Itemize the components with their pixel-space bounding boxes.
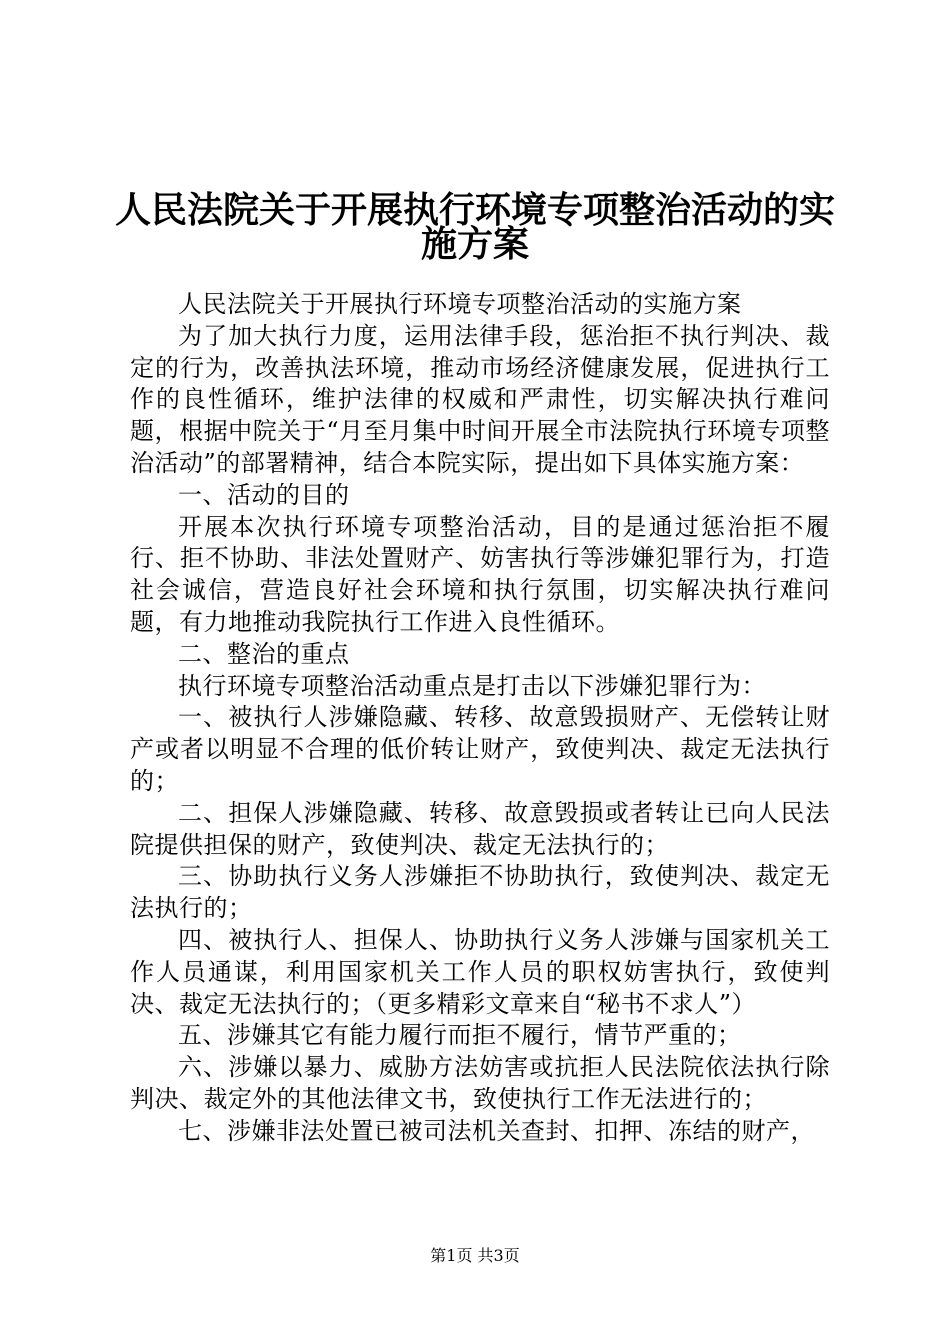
list-item-5: 五、涉嫌其它有能力履行而拒不履行，情节严重的；	[178, 1021, 742, 1050]
list-item-3: 三、协助执行义务人涉嫌拒不协助执行，致使判决、裁定无法执行的；	[130, 862, 830, 923]
document-title-line-1: 人民法院关于开展执行环境专项整治活动的实	[114, 189, 835, 231]
paragraph-intro: 为了加大执行力度，运用法律手段，惩治拒不执行判决、裁定的行为，改善执法环境，推动市场经济健康发展，促进执行工作的良性循环，维护法律的权威和严肃性，切实解决执行难问题，根据中院关于“月至月集中时间开展全市法院执行环境专项整治活动”的部署精神，结合本院实际，提出如下具体实施方案：	[130, 321, 830, 477]
paragraph-subtitle: 人民法院关于开展执行环境专项整治活动的实施方案	[178, 290, 742, 318]
list-item-2: 二、担保人涉嫌隐藏、转移、故意毁损或者转让已向人民法院提供担保的财产，致使判决、裁定无法执行的；	[130, 798, 830, 859]
list-item-6: 六、涉嫌以暴力、威胁方法妨害或抗拒人民法院依法执行除判决、裁定外的其他法律文书，致使执行工作无法进行的；	[130, 1053, 830, 1113]
paragraph-focus-intro: 执行环境专项整治活动重点是打击以下涉嫌犯罪行为：	[178, 671, 766, 700]
paragraph-purpose: 开展本次执行环境专项整治活动，目的是通过惩治拒不履行、拒不协助、非法处置财产、妨害执行等涉嫌犯罪行为，打造社会诚信，营造良好社会环境和执行氛围，切实解决执行难问题，有力地推动我院执行工作进入良性循环。	[130, 512, 830, 636]
document-body	[130, 289, 830, 1148]
list-item-1: 一、被执行人涉嫌隐藏、转移、故意毁损财产、无偿转让财产或者以明显不合理的低价转让财产，致使判决、裁定无法执行的；	[130, 703, 830, 795]
list-item-7: 七、涉嫌非法处置已被司法机关查封、扣押、冻结的财产，	[178, 1116, 815, 1145]
list-item-4: 四、被执行人、担保人、协助执行义务人涉嫌与国家机关工作人员通谋，利用国家机关工作人员的职权妨害执行，致使判决、裁定无法执行的；（更多精彩文章来自“秘书不求人”）	[130, 925, 830, 1018]
document-title-line-2: 施方案	[420, 223, 529, 265]
section-heading-focus: 二、整治的重点	[178, 639, 350, 668]
section-heading-purpose: 一、活动的目的	[178, 480, 350, 509]
page-footer: 第1页 共3页	[430, 1246, 520, 1265]
